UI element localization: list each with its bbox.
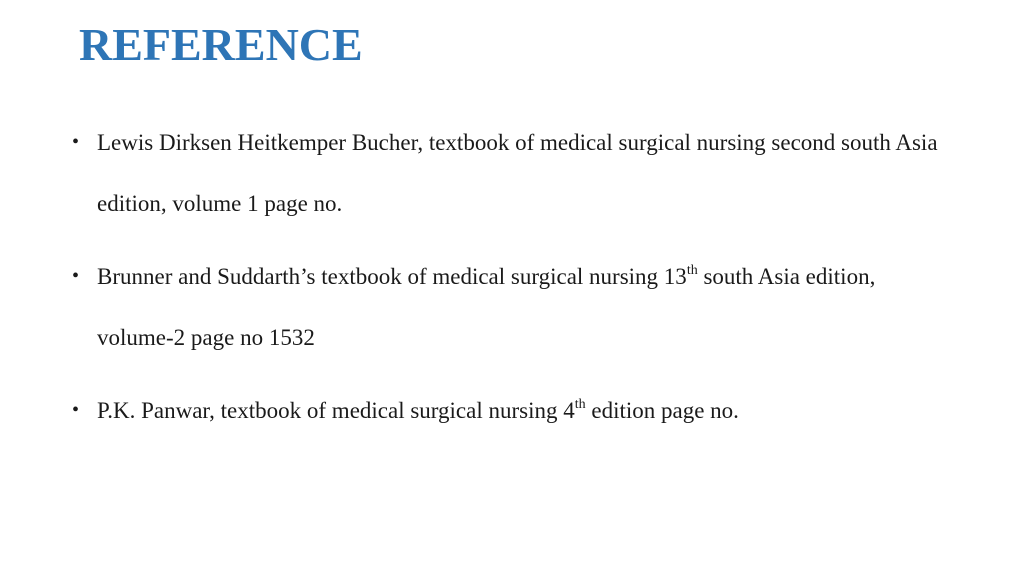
reference-text: Brunner and Suddarth’s textbook of medical surgical nursing 13 <box>97 264 687 289</box>
reference-text: P.K. Panwar, textbook of medical surgical nursing 4 <box>97 398 575 423</box>
bullet-icon: • <box>72 399 80 421</box>
reference-text-continued: edition page no. <box>585 398 739 423</box>
reference-text: Lewis Dirksen Heitkemper Bucher, textbook of medical surgical nursing second south Asia edition, volume 1 page no. <box>97 130 938 216</box>
reference-item <box>72 112 952 234</box>
bullet-icon: • <box>72 131 80 153</box>
slide-title: REFERENCE <box>79 19 363 70</box>
superscript-ordinal: th <box>686 263 698 279</box>
reference-item <box>72 380 952 441</box>
bullet-icon: • <box>72 265 80 287</box>
reference-text-continued: south Asia edition, volume-2 page no 1532 <box>97 264 876 350</box>
reference-item <box>72 246 952 368</box>
reference-list <box>72 112 952 453</box>
superscript-ordinal: th <box>574 397 586 413</box>
